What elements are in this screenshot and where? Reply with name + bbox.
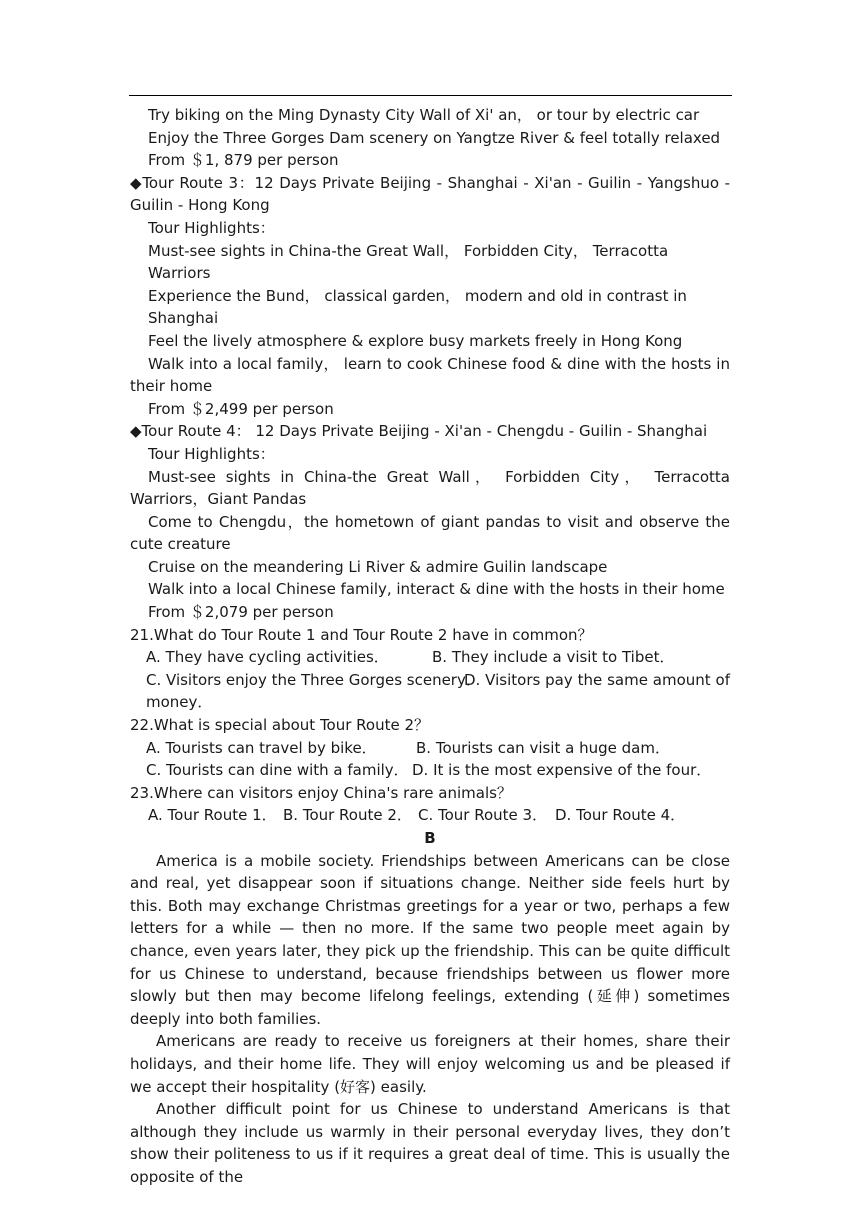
section-b-paragraph-3: Another difficult point for us Chinese to understand Americans is that although they include us warmly in their personal everyday lives, they don’t show their politeness to us if it requires a great deal of time. This is usually the opposite of the — [130, 1100, 730, 1186]
q23-option-a: A. Tour Route 1． — [148, 806, 277, 825]
text-line: Enjoy the Three Gorges Dam scenery on Yangtze River & feel totally relaxed — [148, 128, 721, 147]
q21-options-row1 — [130, 646, 730, 669]
q23-option-c: C. Tour Route 3． — [418, 806, 548, 825]
section-b-paragraph-1: America is a mobile society. Friendships between Americans can be close and real, yet disappear soon if situations change. Neither side feels hurt by this. Both may exchange Christmas greetings for a year or two, perhaps a few letters for a while — then no more. If the same two people meet again by chance, even years later, they pick up the friendship. This can be quite difficult for us Chinese to understand, because friendships between us flower more slowly but then may become lifelong feelings, extending (延伸) sometimes deeply into both families. — [130, 851, 730, 1028]
q22-option-c: C. Tourists can dine with a family． — [146, 761, 409, 780]
q22-option-a: A. Tourists can travel by bike． — [146, 738, 377, 757]
q23-options — [130, 804, 730, 827]
route4-highlights-label: Tour Highlights： — [148, 444, 275, 463]
route3-price: From ＄2,499 per person — [148, 399, 334, 418]
header-rule — [129, 95, 732, 96]
route3-item: Walk into a local family， learn to cook Chinese food & dine with the hosts in their home — [130, 354, 730, 396]
q21-option-d-text: D. Visitors pay the same amount of money． — [146, 670, 730, 712]
route3-item: Must-see sights in China-the Great Wall， Forbidden City， Terracotta Warriors — [148, 241, 669, 283]
route3-item: Feel the lively atmosphere & explore busy markets freely in Hong Kong — [148, 331, 683, 350]
q22-option-d: D. It is the most expensive of the four． — [412, 761, 712, 780]
question-22: 22.What is special about Tour Route 2？ — [130, 716, 430, 735]
document-body — [130, 104, 730, 1189]
route4-price: From ＄2,079 per person — [148, 603, 334, 622]
q22-options-row2 — [130, 759, 730, 782]
q21-option-b: B. They include a visit to Tibet． — [432, 648, 675, 667]
q21-option-a: A. They have cycling activities． — [146, 648, 389, 667]
price-line: From ＄1, 879 per person — [148, 151, 339, 170]
route4-item: Walk into a local Chinese family, interact & dine with the hosts in their home — [148, 580, 725, 599]
route3-title: ◆Tour Route 3：12 Days Private Beijing - Shanghai - Xi'an - Guilin - Yangshuo - Guilin - Hong Kong — [130, 173, 730, 215]
section-b-paragraph-2: Americans are ready to receive us foreigners at their homes, share their holidays, and their home life. They will enjoy welcoming us and be pleased if we accept their hospitality (好客) easily. — [130, 1032, 730, 1096]
route4-title: ◆Tour Route 4： 12 Days Private Beijing - Xi'an - Chengdu - Guilin - Shanghai — [130, 422, 708, 441]
route4-item: Come to Chengdu，the hometown of giant pandas to visit and observe the cute creature — [130, 512, 730, 554]
q22-option-b: B. Tourists can visit a huge dam． — [416, 738, 670, 757]
text-line: Try biking on the Ming Dynasty City Wall of Xi' an， or tour by electric car — [148, 106, 700, 124]
question-23: 23.Where can visitors enjoy China's rare animals？ — [130, 783, 512, 802]
route3-item: Experience the Bund， classical garden， modern and old in contrast in Shanghai — [148, 286, 687, 328]
route4-item: Cruise on the meandering Li River & admire Guilin landscape — [148, 557, 608, 576]
section-b-heading: B — [424, 829, 436, 847]
q23-option-b: B. Tour Route 2． — [283, 806, 412, 825]
question-21: 21.What do Tour Route 1 and Tour Route 2 have in common？ — [130, 625, 593, 644]
q22-options-row1 — [130, 737, 730, 760]
route3-highlights-label: Tour Highlights： — [148, 218, 275, 237]
q23-option-d: D. Tour Route 4． — [555, 806, 686, 825]
q21-option-c: C. Visitors enjoy the Three Gorges scenery． — [146, 670, 481, 689]
route4-item: Must-see sights in China-the Great Wall， Forbidden City， Terracotta Warriors，Giant Pandas — [130, 467, 730, 509]
